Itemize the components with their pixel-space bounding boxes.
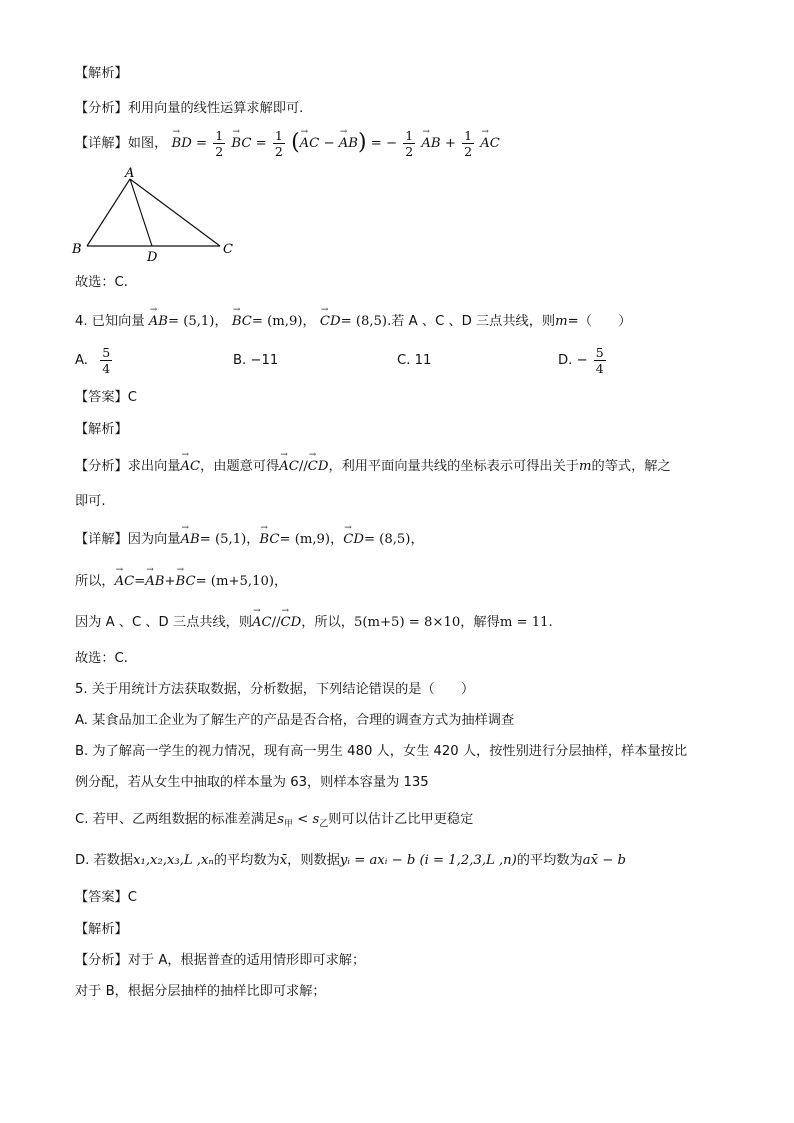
median-ad (130, 179, 152, 246)
q4-vector-bc: → BC (232, 312, 252, 332)
jiexi-heading: 【解析】 (75, 66, 128, 81)
fraction-half-3: $\frac{1}{2}$ (405, 127, 414, 159)
detail-label: 【详解】如图， (75, 136, 168, 151)
option-b: B. −11 (233, 353, 279, 368)
q5-option-c: C. 若甲、乙两组数据的标准差满足$s_甲 < s_乙$则可以估计乙比甲更稳定 (75, 812, 474, 830)
question-4: 4. 已知向量 → AB= (5,1)， → BC= (m,9)， → CD= (8,5).若 A 、C 、D 三点共线，则m=（ ） (75, 312, 631, 332)
analysis-5-b: 对于 B，根据分层抽样的抽样比即可求解； (75, 984, 326, 999)
q5-option-b: B. 为了解高一学生的视力情况，现有高一男生 480 人，女生 420 人，按性别进行分层抽样，样本量按比 (75, 744, 688, 759)
vector-ac: → AC (300, 127, 320, 161)
answer-4: 【答案】C (75, 390, 137, 405)
label-d: D (147, 250, 158, 265)
xj4-vector-bc: → BC (259, 530, 279, 550)
so-vector-bc: → BC (176, 572, 196, 592)
detail-4: 【详解】因为向量→ AB= (5,1)，→ BC= (m,9)，→ CD= (8,5)， (75, 530, 424, 550)
so-vector-ac: → AC (115, 572, 135, 592)
fx4-vector-ac: → AC (181, 457, 201, 477)
col-vector-cd: → CD (281, 613, 302, 633)
jiexi-4: 【解析】 (75, 422, 128, 437)
answer-select-3: 故选：C. (75, 275, 128, 290)
collinear-line: 因为 A 、C 、D 三点共线，则→ AC//→ CD，所以，5(m+5) = 8×10，解得m = 11. (75, 613, 553, 633)
q4-vector-cd: → CD (320, 312, 341, 332)
label-c: C (223, 242, 233, 257)
vector-bd: → BD (172, 127, 192, 161)
analysis-4: 【分析】求出向量→ AC，由题意可得→ AC//→ CD，利用平面向量共线的坐标表示可得出关于m的等式，解之 (75, 457, 671, 477)
side-ac (130, 179, 220, 246)
label-b: B (72, 242, 82, 257)
answer-select-4: 故选：C. (75, 651, 128, 666)
triangle-figure (70, 165, 250, 269)
fx4-vector-ac-2: → AC (279, 457, 299, 477)
q5-option-a: A. 某食品加工企业为了解生产的产品是否合格，合理的调查方式为抽样调查 (75, 713, 515, 728)
side-ab (87, 179, 130, 246)
jiexi-5: 【解析】 (75, 922, 128, 937)
detail-equation: 【详解】如图， → BD = $\frac{1}{2}$ → BC = $\frac{1}{2}$ (→ AC − → AB) = − $\frac{1}{2}$ → AB + $\frac{1}{2}$ → AC (75, 126, 500, 161)
col-vector-ac: → AC (252, 613, 272, 633)
answer-5: 【答案】C (75, 890, 137, 905)
q4-vector-ab: → AB (149, 312, 168, 332)
fraction-half-4: $\frac{1}{2}$ (464, 127, 473, 159)
analysis-5: 【分析】对于 A，根据普查的适用情形即可求解； (75, 953, 366, 968)
q5-option-d: D. 若数据x₁,x₂,x₃,L ,xₙ的平均数为x̄，则数据yᵢ = axᵢ − b (i = 1,2,3,L ,n)的平均数为ax̄ − b (75, 853, 626, 868)
option-c: C. 11 (397, 353, 432, 368)
analysis-4-cont: 即可. (75, 494, 106, 509)
fraction-half-2: $\frac{1}{2}$ (274, 127, 283, 159)
so-line: 所以，→ AC=→ AB+→ BC= (m+5,10)， (75, 572, 287, 592)
vector-ac-2: → AC (480, 127, 500, 161)
question-5: 5. 关于用统计方法获取数据，分析数据，下列结论错误的是（ ） (75, 682, 475, 697)
option-a: A. $\frac{5}{4}$ (75, 345, 111, 376)
vector-ab: → AB (339, 127, 358, 161)
label-a: A (125, 166, 135, 181)
q5-option-b-cont: 例分配，若从女生中抽取的样本量为 63，则样本容量为 135 (75, 775, 429, 790)
so-vector-ab: → AB (145, 572, 164, 592)
xj4-vector-ab: → AB (181, 530, 200, 550)
vector-ab-2: → AB (421, 127, 440, 161)
fraction-half: $\frac{1}{2}$ (215, 127, 224, 159)
option-d: D. − $\frac{5}{4}$ (558, 345, 604, 376)
vector-bc: → BC (231, 127, 251, 161)
fx4-vector-cd: → CD (308, 457, 329, 477)
xj4-vector-cd: → CD (343, 530, 364, 550)
triangle-svg (70, 165, 250, 265)
analysis-line: 【分析】利用向量的线性运算求解即可. (75, 101, 304, 116)
